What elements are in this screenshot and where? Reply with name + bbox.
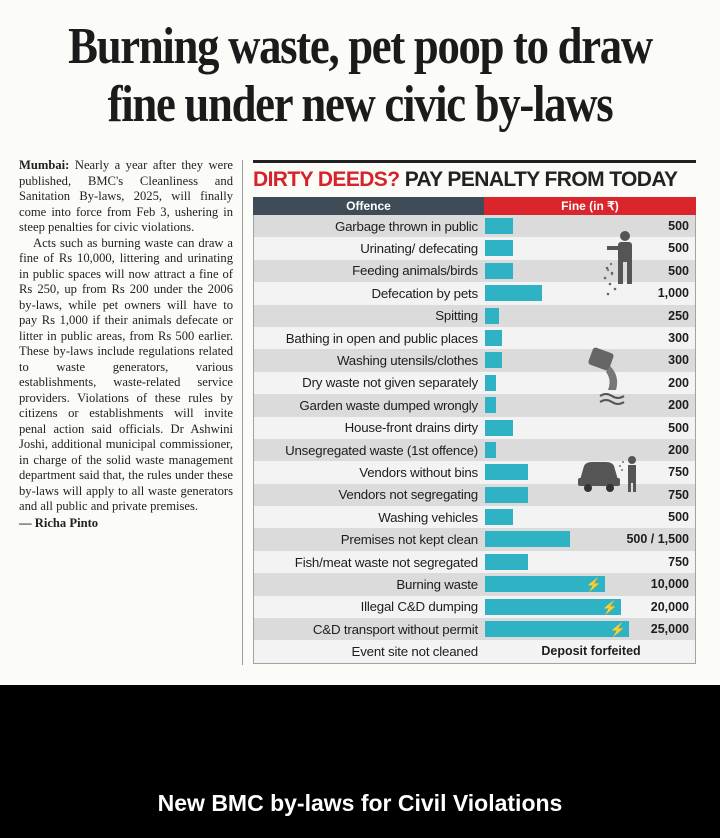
fine-bar <box>485 531 570 547</box>
offence-label: Garden waste dumped wrongly <box>299 397 478 413</box>
offence-label: Spitting <box>435 308 478 324</box>
fine-value: 200 <box>668 398 689 413</box>
dog-icon <box>601 264 623 304</box>
offence-label: Garbage thrown in public <box>334 218 478 234</box>
offence-label: Washing vehicles <box>378 509 478 525</box>
offence-label: Defecation by pets <box>371 285 478 301</box>
fine-value: 500 <box>668 219 689 233</box>
table-row <box>254 551 695 573</box>
fine-bar-track <box>485 263 605 279</box>
penalty-graphic <box>253 160 696 664</box>
offence-label: House-front drains dirty <box>344 420 478 436</box>
offence-label: Vendors not segregating <box>338 487 478 503</box>
fine-bar <box>485 464 528 480</box>
fine-bar-track <box>485 285 605 301</box>
fine-value: 750 <box>668 554 689 569</box>
fine-bar <box>485 576 605 592</box>
offence-label: Bathing in open and public places <box>285 330 478 346</box>
story-paragraph-1 <box>19 158 233 236</box>
fine-value: 200 <box>668 375 689 390</box>
fine-bar <box>485 621 629 637</box>
story-text-1: Nearly a year after they were published, BMC's Cleanliness and Sanitation By-laws, 2025, will finally come into force from Feb 3, ushering in steep penalties for civic violations. <box>19 158 233 234</box>
graphic-title <box>253 163 696 197</box>
caption: New BMC by-laws for Civil Violations <box>157 790 563 816</box>
column-divider <box>242 160 243 665</box>
fine-bar <box>485 509 513 525</box>
offence-label: Dry waste not given separately <box>302 375 478 391</box>
fine-value: 10,000 <box>650 577 689 592</box>
column-header-offence: Offence <box>253 197 484 215</box>
fine-value: 750 <box>668 487 689 502</box>
fine-value: 500 <box>668 263 689 278</box>
graphic-title-black: PAY PENALTY FROM TODAY <box>404 168 678 191</box>
offence-label: Event site not cleaned <box>351 644 478 660</box>
offence-label: Vendors without bins <box>359 464 478 480</box>
offence-label: Burning waste <box>396 576 478 592</box>
offence-label: C&D transport without permit <box>312 621 478 637</box>
story-paragraph-2: Acts such as burning waste can draw a fine of Rs 10,000, littering and urinating in public spaces will now attract a fine of Rs 250, up from Rs 200 under the 2006 by-laws, while pet owners will have to pay Rs 1,000 if their animals defecate or litter in public areas, from Rs 500 earlier. These by-laws include regulations related to waste generators, various establishments, waste-related service providers. Violations of these rules by citizens or establishments will invite penal action said officials. Dr Ashwini Joshi, additional municipal commissioner, in charge of the solid waste management department said that, the rules under these by-laws will apply to all waste generators and all public and private premises. <box>19 235 233 513</box>
axis-break-icon: ⚡ <box>609 622 626 638</box>
fine-value: 500 <box>668 241 689 256</box>
bucket-pouring-icon <box>586 346 636 408</box>
fine-value: 300 <box>668 330 689 345</box>
fine-bar <box>485 442 496 458</box>
axis-break-icon: ⚡ <box>601 599 618 615</box>
fine-bar-track <box>485 621 626 638</box>
fine-value: 250 <box>668 308 689 323</box>
offence-label: Washing utensils/clothes <box>336 353 478 369</box>
byline: — Richa Pinto <box>19 515 99 530</box>
offence-label: Unsegregated waste (1st offence) <box>285 442 478 458</box>
offence-label: Premises not kept clean <box>340 532 478 548</box>
fine-bar <box>485 487 528 503</box>
fine-bar <box>485 375 496 391</box>
fine-value: 750 <box>668 465 689 480</box>
fine-value: 500 <box>668 420 689 435</box>
fine-value: 500 <box>668 510 689 525</box>
fine-bar <box>485 554 528 570</box>
fine-bar <box>485 263 513 279</box>
fine-value: 200 <box>668 442 689 457</box>
offence-label: Illegal C&D dumping <box>360 599 478 615</box>
fine-bar-track <box>485 509 605 525</box>
dateline: Mumbai: <box>19 158 70 172</box>
fine-value: Deposit forfeited <box>541 644 641 659</box>
news-story <box>19 158 233 531</box>
fine-bar-track <box>485 531 605 547</box>
table-row <box>254 596 695 618</box>
fine-bar <box>485 352 502 368</box>
fine-bar <box>485 240 513 256</box>
graphic-title-red: DIRTY DEEDS? <box>253 168 400 191</box>
offence-label: Urinating/ defecating <box>360 241 478 257</box>
car-washing-icon <box>576 450 638 494</box>
fine-value: 500 / 1,500 <box>626 532 689 547</box>
table-row <box>254 528 695 550</box>
table-row <box>254 573 695 595</box>
fine-bar-track <box>485 420 605 436</box>
fine-bar-track <box>485 330 605 346</box>
table-header <box>253 197 696 215</box>
table-row <box>254 640 695 662</box>
fine-value: 20,000 <box>650 599 689 614</box>
table-row <box>254 618 695 640</box>
fine-bar-track <box>485 554 605 570</box>
fine-bar <box>485 218 513 234</box>
offence-label: Feeding animals/birds <box>352 263 478 279</box>
fine-value: 1,000 <box>657 286 689 301</box>
fine-bar-track <box>485 576 605 592</box>
axis-break-icon: ⚡ <box>585 577 602 593</box>
fine-bar-track <box>485 308 605 324</box>
fine-value: 25,000 <box>650 622 689 637</box>
offence-label: Fish/meat waste not segregated <box>294 554 478 570</box>
column-header-fine: Fine (in ₹) <box>484 197 696 215</box>
table-row <box>254 417 695 439</box>
fine-bar <box>485 420 513 436</box>
fine-bar <box>485 308 499 324</box>
fine-bar <box>485 599 621 615</box>
headline: Burning waste, pet poop to draw fine under new civic by-laws <box>68 18 652 133</box>
fine-bar-track <box>485 599 618 615</box>
fine-bar-track <box>485 218 605 234</box>
table-row <box>254 305 695 327</box>
table-row <box>254 506 695 528</box>
fine-bar-track <box>485 240 605 256</box>
fine-bar <box>485 285 542 301</box>
fine-value: 300 <box>668 353 689 368</box>
fine-bar <box>485 330 502 346</box>
fine-bar <box>485 397 496 413</box>
